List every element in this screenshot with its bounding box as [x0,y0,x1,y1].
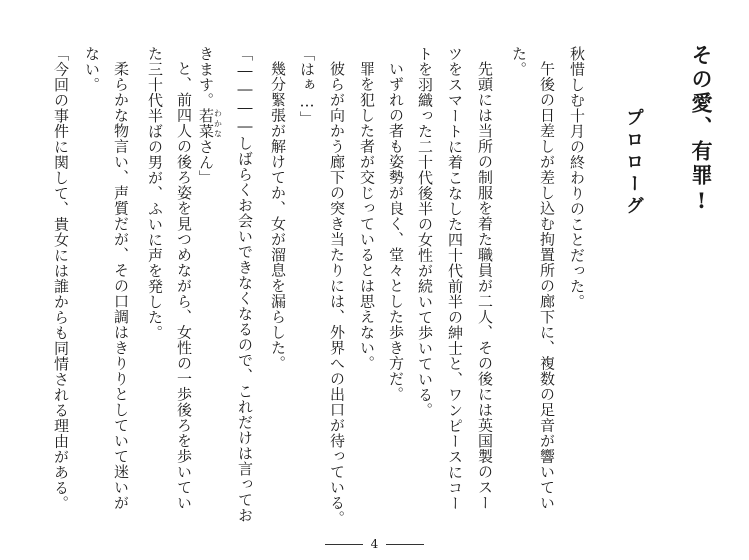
body-line: ない。 [83,46,101,93]
body-line: 午後の日差しが差し込む拘置所の廊下に、複数の足音が響いてい [538,61,556,511]
body-line: 彼らが向かう廊下の突き当たりには、外界への出口が待っている。 [328,61,346,526]
page-number: 4 [370,537,379,551]
body-line: ツをスマートに着こなした四十代前半の紳士と、ワンピースにコー [446,46,464,511]
body-line: 罪を犯した者が交じっているとは思えない。 [358,61,376,371]
ruby-name: 若菜わかな [197,108,223,139]
footer-rule-right [386,544,424,545]
book-title: その愛、有罪! [689,44,714,216]
footer-rule-left [325,544,363,545]
body-line: た。 [510,46,528,77]
body-line: 「――――しばらくお会いできなくなるので、これだけは言ってお [236,46,254,523]
body-line: 「今回の事件に関して、貴女には誰からも同情される理由がある。 [52,46,70,511]
body-line: 先頭には当所の制服を着た職員が二人、その後には英国製のスー [476,61,494,511]
body-line: いずれの者も姿勢が良く、堂々とした歩き方だ。 [387,61,405,402]
chapter-heading: プロローグ [623,108,644,218]
body-line: と、前四人の後ろ姿を見つめながら、女性の一歩後ろを歩いてい [175,61,193,511]
body-line: きます。若菜わかなさん」 [197,46,223,186]
body-line: 秋惜しむ十月の終わりのことだった。 [568,46,586,310]
body-line: トを羽織った二十代後半の女性が続いて歩いている。 [416,46,434,418]
body-line: た三十代半ばの男が、ふいに声を発した。 [146,46,164,341]
body-line: 幾分緊張が解けてか、女が溜息を漏らした。 [269,61,287,371]
page-footer [0,537,749,551]
body-line: 「はぁ…」 [298,46,316,127]
body-line: 柔らかな物言い、声質だが、その口調はきりりとしていて迷いが [112,61,130,511]
